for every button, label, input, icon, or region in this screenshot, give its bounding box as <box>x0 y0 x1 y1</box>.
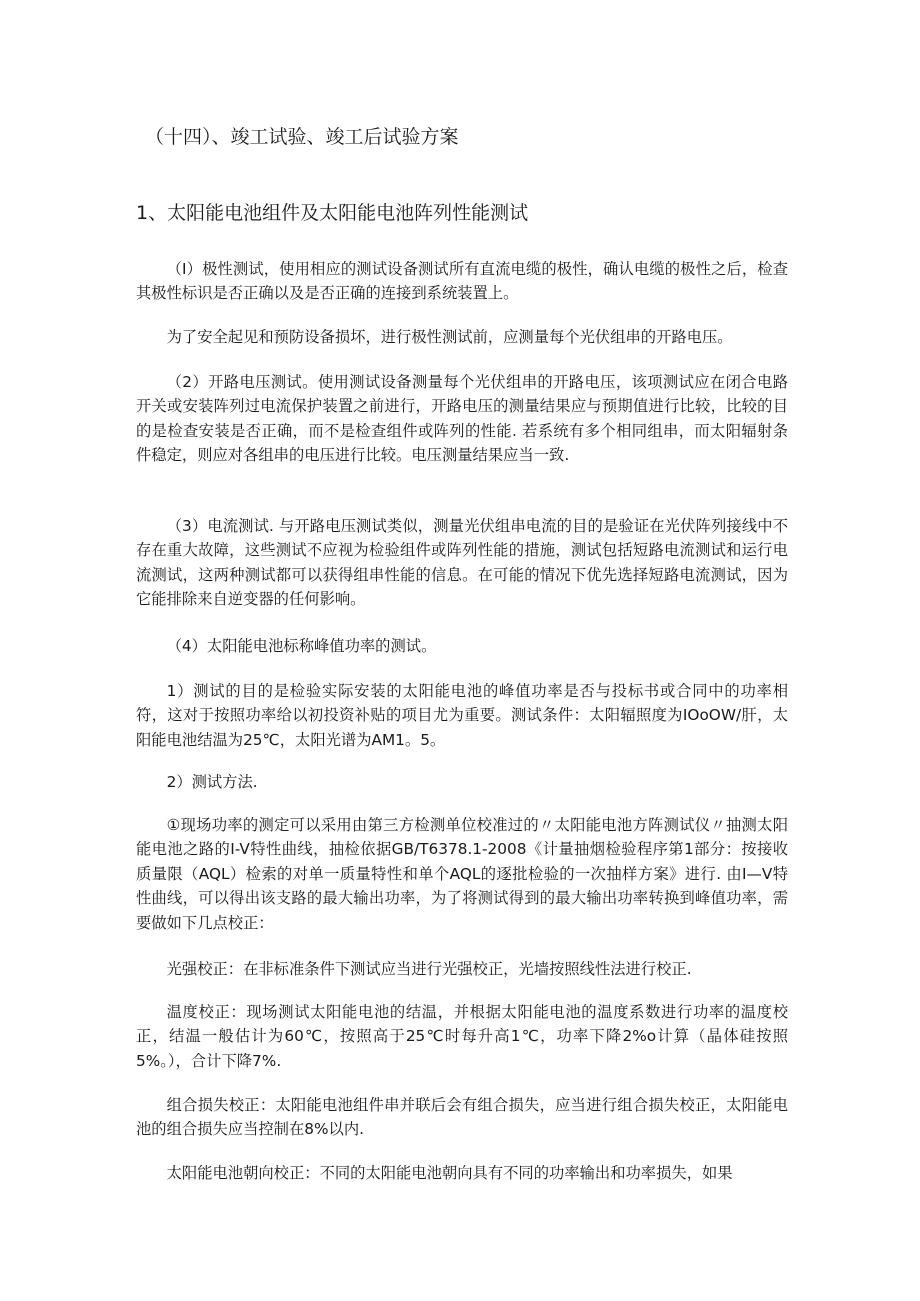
paragraph-test-purpose: 1）测试的目的是检验实际安装的太阳能电池的峰值功率是否与投标书或合同中的功率相符，这对于按照功率给以初投资补贴的项目尤为重要。测试条件：太阳辐照度为IOoOW/肝，太阳能电池结温为25℃，太阳光谱为AM1。5。 <box>136 682 788 749</box>
paragraph-combination-loss-correction: 组合损失校正：太阳能电池组件串并联后会有组合损失，应当进行组合损失校正，太阳能电池的组合损失应当控制在8%以内. <box>136 1096 788 1139</box>
paragraph-orientation-correction: 太阳能电池朝向校正：不同的太阳能电池朝向具有不同的功率输出和功率损失，如果 <box>166 1164 733 1182</box>
paragraph-test-method-heading: 2）测试方法. <box>166 773 258 791</box>
paragraph-temperature-correction: 温度校正：现场测试太阳能电池的结温，并根据太阳能电池的温度系数进行功率的温度校正，结温一般估计为60℃，按照高于25℃时每升高1℃，功率下降2%o计算（晶体硅按照5%。），合计下降7%. <box>136 1003 788 1070</box>
paragraph-current-test: （3）电流测试. 与开路电压测试类似，测量光伏组串电流的目的是验证在光伏阵列接线中不存在重大故障，这些测试不应视为检验组件或阵列性能的措施，测试包括短路电流测试和运行电流测试，这两种测试都可以获得组串性能的信息。在可能的情况下优先选择短路电流测试，因为它能排除来自逆变器的任何影响。 <box>136 517 788 609</box>
subsection-title: 1、太阳能电池组件及太阳能电池阵列性能测试 <box>136 202 529 224</box>
paragraph-light-intensity-correction: 光强校正：在非标准条件下测试应当进行光强校正，光墙按照线性法进行校正. <box>166 960 692 978</box>
paragraph-polarity-test: （I）极性测试，使用相应的测试设备测试所有直流电缆的极性，确认电缆的极性之后，检查其极性标识是否正确以及是否正确的连接到系统装置上。 <box>136 260 788 303</box>
paragraph-field-power-measurement: ①现场功率的测定可以采用由第三方检测单位校准过的〃太阳能电池方阵测试仪〃抽测太阳能电池之路的I-V特性曲线，抽检依据GB/T6378.1-2008《计量抽烟检验程序第1部分：按接收质量限（AQL）检索的对单一质量特性和单个AQL的逐批检验的一次抽样方案》进行. 由I—V特性曲线，可以得出该支路的最大输出功率，为了将测试得到的最大输出功率转换到峰值功率，需要做如下几点校正： <box>136 816 789 932</box>
paragraph-open-circuit-voltage-test: （2）开路电压测试。使用测试设备测量每个光伏组串的开路电压，该项测试应在闭合电路开关或安装阵列过电流保护装置之前进行，开路电压的测量结果应与预期值进行比较，比较的目的是检查安装是否正确，而不是检查组件或阵列的性能. 若系统有多个相同组串，而太阳辐射条件稳定，则应对各组串的电压进行比较。电压测量结果应当一致. <box>136 373 788 465</box>
section-title: （十四）、竣工试验、竣工后试验方案 <box>145 126 459 148</box>
paragraph-safety-note: 为了安全起见和预防设备损坏，进行极性测试前，应测量每个光伏组串的开路电压。 <box>166 328 733 346</box>
paragraph-peak-power-heading: （4）太阳能电池标称峰值功率的测试。 <box>166 637 437 655</box>
